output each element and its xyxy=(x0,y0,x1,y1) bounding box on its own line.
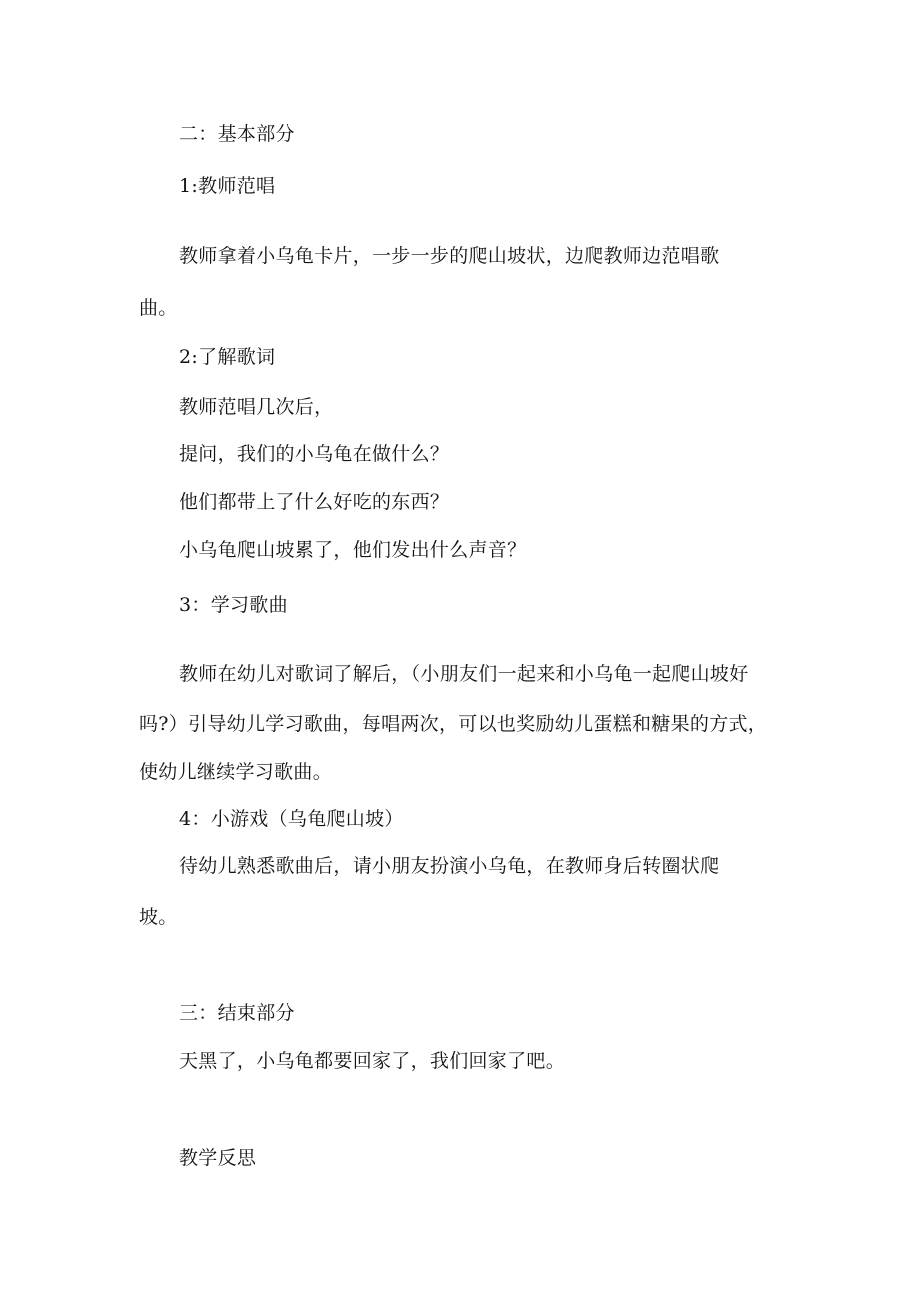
step-heading-learn-song: 3：学习歌曲 xyxy=(179,594,288,616)
step-heading-game: 4：小游戏（乌龟爬山坡） xyxy=(179,808,404,830)
ending-paragraph: 天黑了，小乌龟都要回家了，我们回家了吧。 xyxy=(179,1050,566,1072)
step1-paragraph-line-1: 教师拿着小乌龟卡片，一步一步的爬山坡状，边爬教师边范唱歌 xyxy=(179,245,720,267)
step3-paragraph-line-2: 吗?）引导幼儿学习歌曲，每唱两次，可以也奖励幼儿蛋糕和糖果的方式， xyxy=(139,713,768,735)
step2-question-3: 小乌龟爬山坡累了，他们发出什么声音？ xyxy=(179,539,527,561)
step2-question-2: 他们都带上了什么好吃的东西？ xyxy=(179,491,450,513)
step4-paragraph-line-1: 待幼儿熟悉歌曲后，请小朋友扮演小乌龟，在教师身后转圈状爬 xyxy=(179,855,720,877)
section-heading-ending: 三：结束部分 xyxy=(179,1002,295,1024)
step2-question-1: 提问，我们的小乌龟在做什么？ xyxy=(179,443,450,465)
section-heading-basic: 二：基本部分 xyxy=(179,123,295,145)
step3-paragraph-line-1: 教师在幼儿对歌词了解后，（小朋友们一起来和小乌龟一起爬山坡好 xyxy=(179,663,749,685)
step2-line-1: 教师范唱几次后， xyxy=(179,396,334,418)
step4-paragraph-line-2: 坡。 xyxy=(139,906,178,928)
step-heading-teacher-demo: 1:教师范唱 xyxy=(179,175,276,197)
step3-paragraph-line-3: 使幼儿继续学习歌曲。 xyxy=(139,761,333,783)
step1-paragraph-line-2: 曲。 xyxy=(139,297,178,319)
section-heading-reflection: 教学反思 xyxy=(179,1147,257,1169)
step-heading-lyrics: 2:了解歌词 xyxy=(179,346,276,368)
